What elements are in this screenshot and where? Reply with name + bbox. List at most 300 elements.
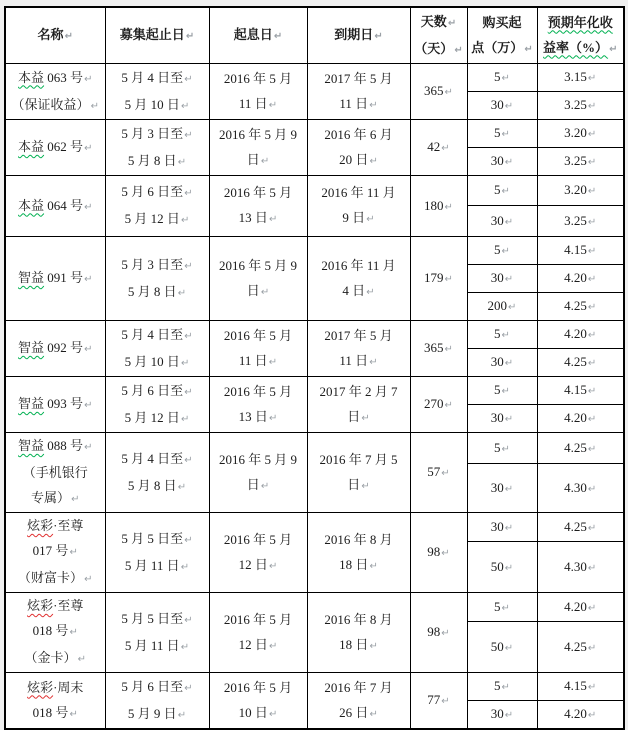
paragraph-mark-icon: ↵ — [260, 155, 270, 167]
paragraph-mark-icon: ↵ — [369, 356, 378, 368]
cell-text-line: 5 月 11 日↵ — [125, 558, 189, 573]
paragraph-mark-icon: ↵ — [268, 356, 278, 368]
expected-rate-cell — [537, 377, 624, 405]
cell-text-line: 5 月 8 日↵ — [128, 284, 186, 299]
expected-rate-cell — [537, 433, 624, 464]
expected-rate-cell — [537, 593, 624, 622]
paragraph-mark-icon: ↵ — [180, 413, 190, 425]
table-row — [5, 593, 624, 622]
expected-rate-value: 3.25↵ — [564, 97, 596, 112]
cell-text-line: 2016 年 5 月 — [223, 611, 293, 627]
expected-rate-cell — [537, 237, 624, 265]
paragraph-mark-icon: ↵ — [177, 709, 187, 721]
cell-text-line: 2017 年 2 月 7 — [319, 383, 398, 399]
paragraph-mark-icon: ↵ — [369, 155, 378, 167]
cell-text-line: 018 号↵ — [33, 705, 78, 720]
paragraph-mark-icon: ↵ — [84, 344, 93, 355]
table-row — [5, 513, 624, 542]
paragraph-mark-icon: ↵ — [501, 602, 510, 614]
expected-rate-value: 4.20↵ — [564, 410, 596, 425]
product-name-cell — [5, 433, 105, 513]
tier-amount-cell — [467, 176, 537, 206]
tier-amount-cell — [467, 64, 537, 92]
expected-rate-cell — [537, 64, 624, 92]
paragraph-mark-icon: ↵ — [504, 642, 514, 654]
paragraph-mark-icon: ↵ — [587, 710, 597, 721]
paragraph-mark-icon: ↵ — [444, 201, 453, 213]
value-date-cell — [209, 237, 307, 321]
expected-rate-value: 4.15↵ — [564, 678, 596, 693]
days-cell — [410, 513, 467, 593]
paragraph-mark-icon: ↵ — [587, 522, 597, 534]
cell-text-line: 炫彩·至尊 — [27, 598, 84, 613]
days-value: 365↵ — [424, 83, 453, 98]
raise-period-cell — [105, 673, 209, 730]
header-value-date — [209, 7, 307, 64]
expected-rate-value: 3.20↵ — [564, 182, 596, 197]
cell-text-line: （金卡）↵ — [25, 650, 86, 665]
days-value: 42↵ — [427, 139, 449, 154]
cell-text-line: 2016 年 5 月 — [223, 383, 293, 399]
maturity-date-cell — [307, 120, 410, 176]
cell-text-line: 12 日↵ — [239, 637, 278, 652]
paragraph-mark-icon: ↵ — [361, 412, 370, 424]
cell-text-line: 11 日↵ — [339, 353, 377, 368]
paragraph-mark-icon: ↵ — [184, 73, 193, 85]
header-raise-period — [105, 7, 209, 64]
tier-amount-value: 5↵ — [494, 599, 510, 614]
header-days-label: （天）↵ — [414, 41, 462, 56]
cell-text-line: 9 日↵ — [342, 210, 374, 225]
days-cell — [410, 237, 467, 321]
paragraph-mark-icon: ↵ — [260, 286, 270, 298]
raise-period-cell — [105, 377, 209, 433]
header-days — [410, 7, 467, 64]
cell-text-line: 2016 年 5 月 — [223, 185, 293, 200]
paragraph-mark-icon: ↵ — [504, 562, 514, 574]
cell-text-line: 2016 年 5 月 9 — [218, 451, 297, 467]
tier-amount-value: 5↵ — [494, 125, 510, 140]
raise-period-cell — [105, 321, 209, 377]
tier-amount-cell — [467, 593, 537, 622]
cell-text-line: 5 月 4 日至↵ — [121, 327, 192, 342]
value-date-cell — [209, 377, 307, 433]
cell-text-line: 5 月 12 日↵ — [125, 410, 190, 425]
expected-rate-value: 4.20↵ — [564, 599, 596, 614]
paragraph-mark-icon: ↵ — [501, 682, 510, 693]
maturity-date-cell — [307, 377, 410, 433]
value-date-cell — [209, 120, 307, 176]
expected-rate-value: 3.15↵ — [564, 69, 596, 84]
cell-text-line: 5 月 5 日至↵ — [121, 611, 192, 626]
table-row — [5, 120, 624, 148]
tier-amount-cell — [467, 148, 537, 176]
paragraph-mark-icon: ↵ — [180, 357, 190, 369]
expected-rate-value: 3.25↵ — [564, 153, 596, 168]
cell-text-line: 11 日↵ — [339, 96, 377, 111]
cell-text-line: 炫彩·周末 — [27, 679, 84, 695]
expected-rate-value: 4.20↵ — [564, 326, 596, 341]
paragraph-mark-icon: ↵ — [369, 560, 378, 572]
cell-text-line: 20 日↵ — [339, 152, 378, 167]
cell-text-line: 本益 064 号↵ — [18, 198, 92, 213]
cell-text-line: 日↵ — [247, 283, 269, 298]
products-table — [4, 6, 625, 730]
paragraph-mark-icon: ↵ — [268, 412, 278, 424]
tier-amount-value: 5↵ — [494, 182, 510, 197]
expected-rate-value: 4.30↵ — [564, 559, 596, 574]
paragraph-mark-icon: ↵ — [504, 522, 514, 534]
expected-rate-cell — [537, 265, 624, 293]
paragraph-mark-icon: ↵ — [501, 129, 510, 140]
paragraph-mark-icon: ↵ — [587, 274, 597, 285]
cell-text-line: 5 月 4 日至↵ — [121, 70, 192, 85]
paragraph-mark-icon: ↵ — [501, 330, 510, 341]
cell-text-line: 日↵ — [247, 152, 269, 167]
tier-amount-value: 30↵ — [491, 410, 513, 425]
tier-amount-value: 30↵ — [491, 213, 513, 228]
days-value: 77↵ — [427, 692, 449, 707]
cell-text-line: 5 月 9 日↵ — [128, 706, 186, 721]
expected-rate-cell — [537, 405, 624, 433]
product-name-cell — [5, 673, 105, 730]
paragraph-mark-icon: ↵ — [587, 562, 597, 574]
value-date-cell — [209, 513, 307, 593]
paragraph-mark-icon: ↵ — [90, 100, 99, 112]
raise-period-cell — [105, 593, 209, 673]
cell-text-line: 10 日↵ — [239, 705, 278, 720]
days-value: 179↵ — [424, 270, 453, 285]
paragraph-mark-icon: ↵ — [184, 330, 193, 342]
paragraph-mark-icon: ↵ — [64, 31, 73, 42]
paragraph-mark-icon: ↵ — [504, 414, 514, 425]
paragraph-mark-icon: ↵ — [587, 186, 597, 197]
cell-text-line: 018 号↵ — [33, 623, 78, 638]
expected-rate-cell — [537, 622, 624, 673]
tier-amount-value: 5↵ — [494, 678, 510, 693]
tier-amount-value: 5↵ — [494, 440, 510, 455]
product-name-cell — [5, 176, 105, 237]
paragraph-mark-icon: ↵ — [268, 640, 278, 652]
paragraph-mark-icon: ↵ — [84, 274, 93, 285]
expected-rate-cell — [537, 321, 624, 349]
paragraph-mark-icon: ↵ — [504, 157, 514, 168]
expected-rate-cell — [537, 293, 624, 321]
paragraph-mark-icon: ↵ — [444, 400, 453, 411]
expected-rate-value: 3.25↵ — [564, 213, 596, 228]
maturity-date-cell — [307, 64, 410, 120]
maturity-date-cell — [307, 321, 410, 377]
header-purchase-tier-label: 购买起 — [482, 14, 522, 30]
raise-period-cell — [105, 120, 209, 176]
paragraph-mark-icon: ↵ — [587, 157, 597, 168]
paragraph-mark-icon: ↵ — [501, 386, 510, 397]
days-cell — [410, 377, 467, 433]
paragraph-mark-icon: ↵ — [587, 602, 597, 614]
cell-text-line: 5 月 6 日至↵ — [121, 679, 192, 694]
paragraph-mark-icon: ↵ — [84, 201, 93, 213]
squiggly-underline-text: 炫彩 — [27, 598, 54, 613]
paragraph-mark-icon: ↵ — [369, 99, 378, 111]
paragraph-mark-icon: ↵ — [504, 483, 514, 495]
paragraph-mark-icon: ↵ — [177, 156, 187, 168]
days-value: 57↵ — [427, 464, 449, 479]
expected-rate-value: 4.15↵ — [564, 382, 596, 397]
cell-text-line: 2016 年 11 月 — [321, 185, 396, 200]
expected-rate-cell — [537, 542, 624, 593]
tier-amount-value: 5↵ — [494, 242, 510, 257]
cell-text-line: 2016 年 6 月 — [324, 126, 393, 142]
paragraph-mark-icon: ↵ — [609, 43, 618, 55]
tier-amount-cell — [467, 293, 537, 321]
header-name — [5, 7, 105, 64]
maturity-date-cell — [307, 237, 410, 321]
paragraph-mark-icon: ↵ — [444, 344, 453, 355]
value-date-cell — [209, 433, 307, 513]
cell-text-line: 18 日↵ — [339, 637, 378, 652]
cell-text-line: 5 月 8 日↵ — [128, 153, 186, 168]
squiggly-underline-text: 炫彩 — [27, 518, 54, 533]
header-value-date-label: 起息日↵ — [234, 27, 282, 42]
tier-amount-value: 30↵ — [491, 480, 513, 495]
cell-text-line: 智益 093 号↵ — [18, 396, 92, 411]
paragraph-mark-icon: ↵ — [444, 87, 453, 98]
product-name-cell — [5, 64, 105, 120]
cell-text-line: （手机银行 — [22, 465, 88, 480]
product-name-cell — [5, 120, 105, 176]
paragraph-mark-icon: ↵ — [587, 302, 597, 313]
paragraph-mark-icon: ↵ — [504, 710, 514, 721]
expected-rate-cell — [537, 148, 624, 176]
cell-text-line: 2016 年 5 月 — [223, 679, 293, 695]
cell-text-line: 2017 年 5 月 — [324, 327, 393, 343]
expected-rate-value: 4.25↵ — [564, 519, 596, 534]
header-expected-rate-label: 益率（%）↵ — [543, 40, 617, 55]
header-days-label: 天数↵ — [421, 14, 456, 29]
value-date-cell — [209, 593, 307, 673]
expected-rate-cell — [537, 513, 624, 542]
cell-text-line: 5 月 4 日至↵ — [121, 451, 192, 466]
paragraph-mark-icon: ↵ — [180, 561, 190, 573]
expected-rate-cell — [537, 464, 624, 513]
squiggly-underline-text: 智益 — [18, 396, 45, 411]
expected-rate-value: 4.25↵ — [564, 440, 596, 455]
header-maturity-date-label: 到期日↵ — [334, 27, 382, 42]
cell-text-line: 26 日↵ — [339, 705, 378, 720]
product-name-cell — [5, 593, 105, 673]
cell-text-line: 13 日↵ — [239, 409, 278, 424]
expected-rate-cell — [537, 349, 624, 377]
paragraph-mark-icon: ↵ — [587, 358, 597, 369]
paragraph-mark-icon: ↵ — [587, 101, 597, 112]
paragraph-mark-icon: ↵ — [361, 480, 370, 492]
expected-rate-value: 4.20↵ — [564, 270, 596, 285]
tier-amount-cell — [467, 377, 537, 405]
paragraph-mark-icon: ↵ — [587, 386, 597, 397]
cell-text-line: 2016 年 5 月 — [223, 327, 293, 343]
expected-rate-cell — [537, 120, 624, 148]
cell-text-line: 智益 092 号↵ — [18, 340, 92, 355]
cell-text-line: （财富卡）↵ — [18, 570, 92, 585]
paragraph-mark-icon: ↵ — [587, 642, 597, 654]
cell-text-line: 2016 年 5 月 9 — [218, 126, 297, 142]
table-header-row — [5, 7, 624, 64]
tier-amount-cell — [467, 701, 537, 730]
tier-amount-value: 50↵ — [491, 559, 513, 574]
expected-rate-cell — [537, 92, 624, 120]
value-date-cell — [209, 321, 307, 377]
table-row — [5, 237, 624, 265]
days-cell — [410, 593, 467, 673]
paragraph-mark-icon: ↵ — [185, 31, 195, 42]
paragraph-mark-icon: ↵ — [501, 186, 510, 197]
tier-amount-cell — [467, 92, 537, 120]
header-name-label: 名称↵ — [38, 27, 73, 42]
maturity-date-cell — [307, 433, 410, 513]
paragraph-mark-icon: ↵ — [374, 31, 383, 42]
expected-rate-value: 4.15↵ — [564, 242, 596, 257]
paragraph-mark-icon: ↵ — [180, 641, 190, 653]
days-cell — [410, 673, 467, 730]
squiggly-underline-text: 智益 — [18, 270, 45, 285]
paragraph-mark-icon: ↵ — [184, 534, 193, 546]
paragraph-mark-icon: ↵ — [268, 99, 278, 111]
value-date-cell — [209, 176, 307, 237]
paragraph-mark-icon: ↵ — [504, 216, 514, 228]
cell-text-line: 12 日↵ — [239, 557, 278, 572]
cell-text-line: 本益 063 号↵ — [18, 70, 92, 85]
paragraph-mark-icon: ↵ — [260, 480, 270, 492]
paragraph-mark-icon: ↵ — [180, 215, 190, 226]
tier-amount-value: 200↵ — [488, 298, 517, 313]
days-value: 270↵ — [424, 396, 453, 411]
expected-rate-value: 4.20↵ — [564, 706, 596, 721]
squiggly-underline-text: 智益 — [18, 438, 45, 453]
raise-period-cell — [105, 237, 209, 321]
cell-text-line: 5 月 12 日↵ — [125, 211, 190, 226]
tier-amount-value: 30↵ — [491, 519, 513, 534]
paragraph-mark-icon: ↵ — [441, 628, 450, 639]
tier-amount-value: 50↵ — [491, 639, 513, 654]
days-value: 365↵ — [424, 340, 453, 355]
days-cell — [410, 321, 467, 377]
cell-text-line: 2016 年 8 月 — [324, 611, 393, 627]
cell-text-line: 5 月 5 日至↵ — [121, 531, 192, 546]
expected-rate-value: 3.20↵ — [564, 125, 596, 140]
squiggly-underline-text: 本益 — [18, 197, 45, 213]
product-name-cell — [5, 321, 105, 377]
days-cell — [410, 176, 467, 237]
cell-text-line: （保证收益）↵ — [12, 97, 99, 112]
maturity-date-cell — [307, 673, 410, 730]
product-name-cell — [5, 237, 105, 321]
tier-amount-cell — [467, 513, 537, 542]
expected-rate-cell — [537, 701, 624, 730]
paragraph-mark-icon: ↵ — [441, 696, 450, 707]
paragraph-mark-icon: ↵ — [501, 73, 510, 84]
paragraph-mark-icon: ↵ — [77, 654, 86, 665]
days-cell — [410, 433, 467, 513]
cell-text-line: 11 日↵ — [239, 353, 277, 368]
cell-text-line: 5 月 10 日↵ — [125, 354, 190, 369]
tier-amount-value: 30↵ — [491, 706, 513, 721]
paragraph-mark-icon: ↵ — [369, 640, 378, 652]
header-expected-rate-label: 预期年化收 — [547, 14, 613, 30]
squiggly-underline-text: 本益 — [18, 139, 45, 154]
tier-amount-value: 30↵ — [491, 270, 513, 285]
table-row — [5, 64, 624, 92]
maturity-date-cell — [307, 513, 410, 593]
paragraph-mark-icon: ↵ — [366, 286, 375, 298]
paragraph-mark-icon: ↵ — [84, 442, 93, 453]
tier-amount-cell — [467, 237, 537, 265]
paragraph-mark-icon: ↵ — [184, 260, 193, 272]
paragraph-mark-icon: ↵ — [587, 330, 597, 341]
cell-text-line: 炫彩·至尊 — [27, 518, 84, 533]
cell-text-line: 2017 年 5 月 — [324, 70, 393, 86]
tier-amount-value: 30↵ — [491, 153, 513, 168]
tier-amount-value: 30↵ — [491, 354, 513, 369]
days-cell — [410, 64, 467, 120]
cell-text-line: 5 月 11 日↵ — [125, 638, 189, 653]
tier-amount-cell — [467, 622, 537, 673]
cell-text-line: 2016 年 5 月 9 — [218, 257, 297, 273]
paragraph-mark-icon: ↵ — [587, 443, 597, 455]
cell-text-line: 5 月 6 日至↵ — [121, 184, 192, 199]
cell-text-line: 专属）↵ — [31, 490, 79, 505]
paragraph-mark-icon: ↵ — [587, 682, 597, 693]
table-row — [5, 377, 624, 405]
expected-rate-cell — [537, 206, 624, 237]
expected-rate-value: 4.25↵ — [564, 639, 596, 654]
paragraph-mark-icon: ↵ — [268, 708, 278, 720]
paragraph-mark-icon: ↵ — [69, 627, 78, 638]
cell-text-line: 日↵ — [247, 477, 269, 492]
paragraph-mark-icon: ↵ — [587, 246, 597, 257]
cell-text-line: 2016 年 5 月 — [223, 70, 293, 86]
value-date-cell — [209, 64, 307, 120]
tier-amount-cell — [467, 433, 537, 464]
tier-amount-cell — [467, 349, 537, 377]
days-value: 98↵ — [427, 624, 449, 639]
paragraph-mark-icon: ↵ — [441, 143, 450, 154]
cell-text-line: 5 月 6 日至↵ — [121, 383, 192, 398]
header-expected-rate — [537, 7, 624, 64]
tier-amount-value: 5↵ — [494, 382, 510, 397]
paragraph-mark-icon: ↵ — [84, 143, 93, 154]
tier-amount-cell — [467, 265, 537, 293]
tier-amount-value: 5↵ — [494, 69, 510, 84]
tier-amount-value: 30↵ — [491, 97, 513, 112]
cell-text-line: 5 月 10 日↵ — [125, 97, 190, 112]
tier-amount-cell — [467, 464, 537, 513]
raise-period-cell — [105, 176, 209, 237]
cell-text-line: 4 日↵ — [342, 283, 374, 298]
paragraph-mark-icon: ↵ — [184, 129, 193, 141]
paragraph-mark-icon: ↵ — [177, 481, 187, 493]
cell-text-line: 2016 年 7 月 — [324, 679, 393, 695]
header-purchase-tier-label: 点（万）↵ — [471, 40, 532, 55]
cell-text-line: 2016 年 11 月 — [321, 257, 396, 273]
table-body — [5, 64, 624, 730]
cell-text-line: 13 日↵ — [239, 210, 278, 225]
paragraph-mark-icon: ↵ — [504, 274, 514, 285]
paragraph-mark-icon: ↵ — [69, 708, 78, 720]
paragraph-mark-icon: ↵ — [441, 548, 450, 559]
expected-rate-value: 4.25↵ — [564, 298, 596, 313]
cell-text-line: 智益 088 号↵ — [18, 438, 92, 453]
raise-period-cell — [105, 513, 209, 593]
